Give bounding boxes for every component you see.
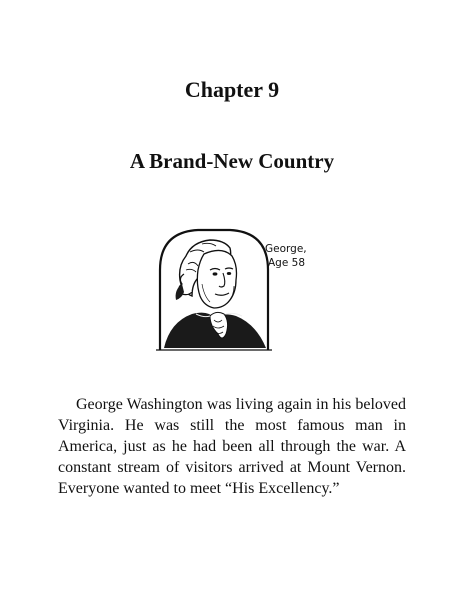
body-paragraph: George Washington was living again in his beloved Virginia. He was still the most famous man in America, just as he had been all through the war. A constant stream of visitors arrived at Mount Vernon. Everyone wanted to meet “His Excellency.” <box>58 396 406 497</box>
illustration-caption-line2: Age 58 <box>268 257 306 269</box>
illustration-caption-line1: George, <box>265 243 307 255</box>
chapter-title: A Brand-New Country <box>129 149 335 173</box>
washington-portrait-illustration <box>152 226 322 354</box>
chapter-number: Chapter 9 <box>184 77 280 102</box>
